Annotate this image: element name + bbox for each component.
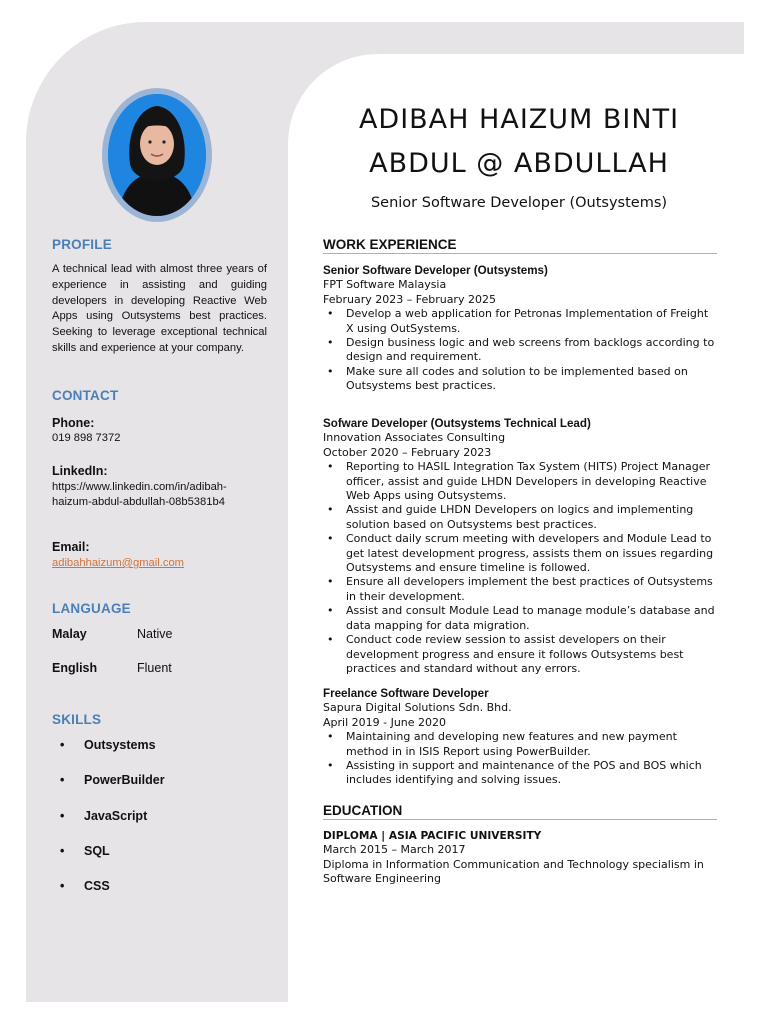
- bullet-icon: •: [60, 879, 65, 893]
- language-level: Native: [137, 627, 173, 641]
- phone-value: 019 898 7372: [52, 432, 121, 444]
- skills-heading: SKILLS: [52, 712, 102, 727]
- profile-photo: [108, 94, 206, 216]
- linkedin-label: LinkedIn:: [52, 464, 108, 478]
- profile-summary: A technical lead with almost three years of experience in assisting and guiding developers in developing Reactive Web Apps using Outsystems best practices. Seeking to leverage exceptional technical skills and experience at your company.: [52, 263, 267, 354]
- bullet-icon: •: [60, 738, 65, 752]
- job-date: October 2020 – February 2023: [323, 445, 492, 459]
- job-title: Freelance Software Developer: [323, 687, 489, 700]
- job-entry: [323, 264, 718, 394]
- name-line-2: ABDUL @ ABDULLAH: [369, 148, 669, 179]
- skill-name: CSS: [84, 879, 110, 893]
- skill-name: PowerBuilder: [84, 773, 165, 787]
- education-title: DIPLOMA | ASIA PACIFIC UNIVERSITY: [323, 830, 542, 842]
- language-name: Malay: [52, 627, 87, 641]
- job-company: Sapura Digital Solutions Sdn. Bhd.: [323, 701, 512, 715]
- phone-label: Phone:: [52, 416, 95, 430]
- education-entry: [323, 829, 718, 887]
- linkedin-url-line1: https://www.linkedin.com/in/adibah-: [52, 481, 227, 493]
- language-name: English: [52, 661, 98, 675]
- education-heading: EDUCATION: [323, 803, 717, 820]
- job-bullet: • Assist and guide LHDN Developers on logics and implementing solution based on Outsystems best practices.: [323, 503, 718, 532]
- name-line-1: ADIBAH HAIZUM BINTI: [358, 104, 680, 135]
- linkedin-link[interactable]: [52, 480, 267, 510]
- bullet-icon: •: [60, 844, 65, 858]
- job-bullet: • Conduct code review session to assist developers on their development progress and ensure it follows Outsystems best practices and standard without any errors.: [323, 633, 718, 676]
- job-bullets: [323, 307, 718, 393]
- bullet-icon: •: [60, 773, 65, 787]
- job-date: February 2023 – February 2025: [323, 292, 496, 306]
- job-bullet: • Make sure all codes and solution to be implemented based on Outsystems best practices.: [323, 365, 718, 394]
- job-entry: [323, 687, 718, 788]
- job-bullet: • Assist and consult Module Lead to manage module’s database and data mapping for data migration.: [323, 604, 718, 633]
- job-bullet: • Maintaining and developing new features and new payment method in in ISIS Report using PowerBuilder.: [323, 730, 718, 759]
- person-avatar-icon: [108, 94, 206, 216]
- job-bullet: • Ensure all developers implement the best practices of Outsystems in their development.: [323, 575, 718, 604]
- job-title: Sofware Developer (Outsystems Technical Lead): [323, 417, 591, 430]
- job-bullet: • Conduct daily scrum meeting with developers and Module Lead to get latest development progress, assists them on issues regarding Outsystems and ensure timeline is followed.: [323, 532, 718, 575]
- email-label: Email:: [52, 540, 90, 554]
- skill-name: JavaScript: [84, 809, 148, 823]
- job-bullets: [323, 730, 718, 788]
- profile-photo-frame: [102, 88, 212, 222]
- work-experience-heading: WORK EXPERIENCE: [323, 237, 717, 254]
- headline: Senior Software Developer (Outsystems): [370, 195, 668, 211]
- job-entry: [323, 417, 718, 676]
- language-heading: LANGUAGE: [52, 601, 131, 616]
- profile-heading: PROFILE: [52, 237, 112, 252]
- bullet-icon: •: [60, 809, 65, 823]
- skill-name: SQL: [84, 844, 110, 858]
- job-bullet: • Reporting to HASIL Integration Tax System (HITS) Project Manager officer, assist and guide LHDN Developers in developing Reactive Web Apps using Outsystems.: [323, 460, 718, 503]
- education-date: March 2015 – March 2017: [323, 843, 466, 857]
- linkedin-url-line2: haizum-abdul-abdullah-08b5381b4: [52, 496, 225, 508]
- job-bullet: • Develop a web application for Petronas Implementation of Freight X using OutSystems.: [323, 307, 718, 336]
- job-company: Innovation Associates Consulting: [323, 431, 506, 445]
- education-description: Diploma in Information Communication and Technology specialism in Software Engineering: [323, 857, 704, 886]
- email-link[interactable]: adibahhaizum@gmail.com: [52, 557, 184, 569]
- contact-heading: CONTACT: [52, 388, 119, 403]
- job-company: FPT Software Malaysia: [323, 278, 447, 292]
- language-level: Fluent: [137, 661, 172, 675]
- skill-name: Outsystems: [84, 738, 156, 752]
- job-bullet: • Assisting in support and maintenance of the POS and BOS which includes identifying and solving issues.: [323, 759, 718, 788]
- job-date: April 2019 - June 2020: [323, 715, 447, 729]
- job-bullet: • Design business logic and web screens from backlogs according to design and requirement.: [323, 336, 718, 365]
- job-bullets: [323, 460, 718, 676]
- job-title: Senior Software Developer (Outsystems): [323, 264, 548, 277]
